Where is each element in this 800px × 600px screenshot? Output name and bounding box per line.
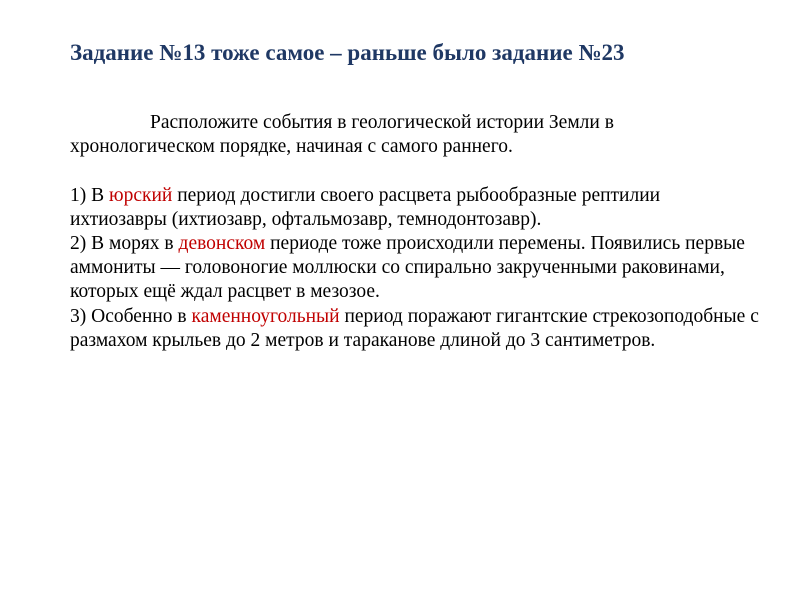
- task-content: [70, 111, 760, 353]
- event-item-1-prefix: 1) В: [70, 184, 109, 206]
- paragraph-spacer: [70, 159, 760, 183]
- period-name-devonian: девонском: [178, 233, 266, 254]
- task-instruction: Расположите события в геологической истории Земли в хронологическом порядке, начиная с самого раннего.: [70, 112, 614, 158]
- event-item-1-text: период достигли своего расцвета рыбообразные рептилии ихтиозавры (ихтиозавр, офтальмозавр, темнодонтозавр).: [70, 184, 661, 230]
- event-item-3: [70, 305, 760, 353]
- event-item-2-prefix: 2) В морях в: [70, 233, 179, 254]
- period-name-carboniferous: каменноугольный: [191, 305, 340, 327]
- event-item-1: [70, 184, 760, 232]
- page-title: Задание №13 тоже самое – раньше было задание №23: [70, 40, 625, 65]
- event-item-2: [70, 232, 760, 305]
- event-item-3-prefix: 3) Особенно в: [70, 305, 192, 327]
- event-item-2-text: периоде тоже происходили перемены. Появились первые аммониты — головоногие моллюски со спирально закрученными раковинами, которых ещё ждал расцвет в мезозое.: [70, 233, 745, 303]
- event-item-3-text: период поражают гигантские стрекозоподобные с размахом крыльев до 2 метров и тараканове длиной до 3 сантиметров.: [70, 305, 759, 351]
- period-name-jurassic: юрский: [109, 184, 173, 206]
